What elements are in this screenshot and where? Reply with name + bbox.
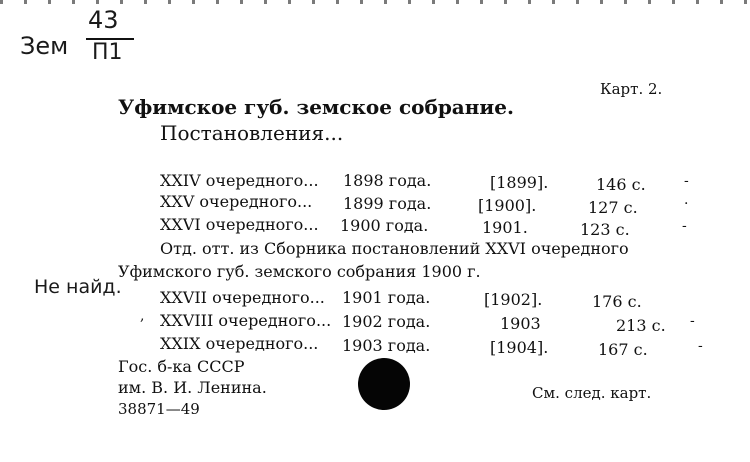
entry-heading: Уфимское губ. земское собрание. [118, 95, 514, 119]
entry-year: 1899 года. [343, 194, 432, 213]
offprint-note-line-1: Отд. отт. из Сборника постановлений XXVI очередного [160, 239, 629, 258]
entry-pub-year: [1900]. [478, 196, 537, 215]
entry-year: 1898 года. [343, 171, 432, 190]
entry-mark: · [684, 196, 689, 212]
card-serial-number: 38871—49 [118, 400, 200, 418]
handwritten-code-denominator: П1 [92, 40, 123, 65]
pencil-tick-mark: , [140, 308, 145, 324]
entry-pub-year: 1901. [482, 218, 528, 237]
entry-pages: 146 с. [596, 175, 646, 194]
entry-session: XXVIII очередного... [160, 311, 332, 330]
card-number-label: Карт. 2. [600, 80, 663, 98]
offprint-note-line-2: Уфимского губ. земского собрания 1900 г. [118, 262, 481, 281]
entry-mark: - [690, 313, 695, 329]
handwritten-margin-note: Не найд. [34, 276, 122, 298]
library-name: Гос. б-ка СССР [118, 357, 245, 376]
entry-mark: - [684, 173, 689, 189]
handwritten-code-numerator: 43 [88, 6, 119, 34]
entry-pub-year: [1904]. [490, 338, 549, 357]
entry-session: XXVII очередного... [160, 288, 325, 307]
library-name-line-2: им. В. И. Ленина. [118, 378, 267, 397]
entry-year: 1902 года. [342, 312, 431, 331]
entry-year: 1903 года. [342, 336, 431, 355]
entry-session: XXV очередного... [160, 192, 313, 211]
entry-pages: 213 с. [616, 316, 666, 335]
see-next-card: См. след. карт. [532, 384, 652, 402]
entry-session: XXIX очередного... [160, 334, 319, 353]
entry-pub-year: [1902]. [484, 290, 543, 309]
entry-pages: 123 с. [580, 220, 630, 239]
entry-mark: - [698, 338, 703, 354]
entry-pages: 127 с. [588, 198, 638, 217]
entry-subtitle: Постановления... [160, 121, 344, 145]
handwritten-code-prefix: Зем [20, 32, 69, 60]
entry-year: 1900 года. [340, 216, 429, 235]
entry-session: XXVI очередного... [160, 215, 319, 234]
entry-pub-year: 1903 [500, 314, 541, 333]
entry-pages: 167 с. [598, 340, 648, 359]
entry-year: 1901 года. [342, 288, 431, 307]
entry-pub-year: [1899]. [490, 173, 549, 192]
punch-hole [358, 358, 410, 410]
top-edge-marks [0, 0, 750, 4]
entry-session: XXIV очередного... [160, 171, 319, 190]
entry-pages: 176 с. [592, 292, 642, 311]
entry-mark: - [682, 218, 687, 234]
